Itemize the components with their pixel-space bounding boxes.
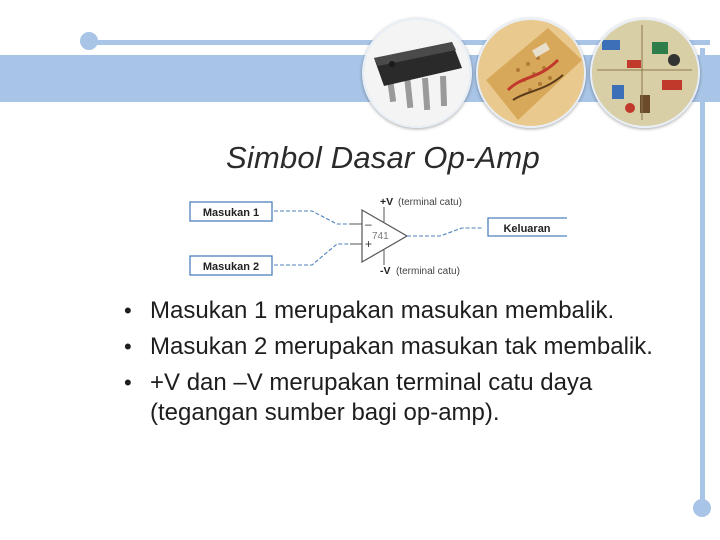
- input2-wire: [274, 244, 350, 265]
- right-accent-line: [700, 48, 705, 503]
- electronic-board-photo: [590, 18, 700, 128]
- bullet-text: Masukan 1 merupakan masukan membalik.: [150, 297, 615, 324]
- output-wire: [407, 228, 482, 236]
- chip-label: 741: [372, 231, 389, 242]
- input1-wire: [274, 211, 350, 224]
- bottom-accent-dot: [693, 499, 711, 517]
- noninverting-sign: +: [365, 237, 373, 251]
- plus-v-label: +V: [380, 196, 394, 208]
- bullet-item-2: [122, 332, 682, 362]
- minus-v-note: (terminal catu): [396, 266, 460, 277]
- plus-v-note: (terminal catu): [398, 197, 462, 208]
- top-accent-dot: [80, 32, 98, 50]
- input1-label: Masukan 1: [202, 207, 260, 219]
- bullet-marker: •: [124, 370, 132, 395]
- output-label: Keluaran: [503, 223, 551, 235]
- bullet-list: [122, 296, 682, 434]
- bullet-marker: •: [124, 298, 132, 323]
- bullet-marker: •: [124, 334, 132, 359]
- bullet-item-1: [122, 296, 682, 326]
- bullet-text: +V dan –V merupakan terminal catu daya (tegangan sumber bagi op-amp).: [150, 369, 593, 426]
- minus-v-label: -V: [380, 265, 391, 277]
- input2-label: Masukan 2: [202, 261, 260, 273]
- op-amp-diagram: [182, 192, 582, 282]
- bullet-item-3: [122, 368, 682, 428]
- slide-title: Simbol Dasar Op-Amp: [226, 140, 540, 175]
- bullet-text: Masukan 2 merupakan masukan tak membalik.: [150, 333, 653, 360]
- tester-circuit-board-photo: [476, 18, 586, 128]
- inverting-sign: –: [365, 217, 372, 231]
- op-amp-ic-photo: [362, 18, 472, 128]
